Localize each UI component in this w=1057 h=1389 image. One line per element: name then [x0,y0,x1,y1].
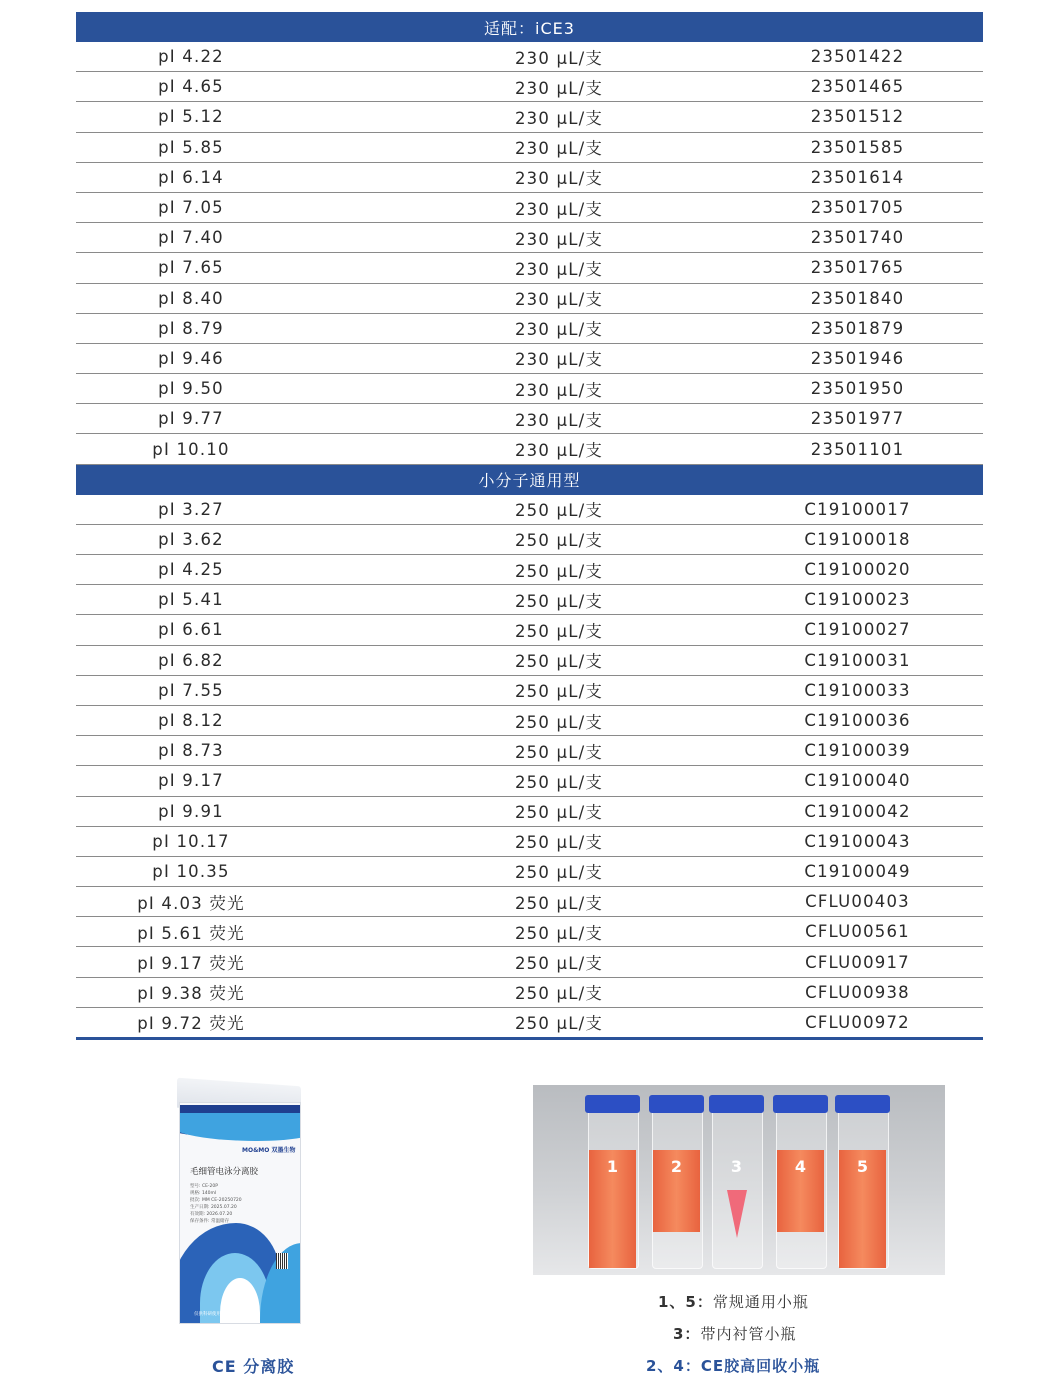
caption-text: CE胶高回收小瓶 [700,1357,821,1375]
table-row [76,676,983,706]
table-end-rule [76,1037,983,1040]
box-footer: 仅供科研使用 [194,1312,221,1317]
pi-value-cell: pI 10.35 [152,861,230,881]
vial-cap [585,1095,640,1113]
volume-cell: 230 μL/支 [514,78,604,98]
vial-cap [835,1095,890,1113]
catalog-number-cell: C19100043 [804,831,911,851]
table-row [76,314,983,344]
table-row [76,434,983,464]
catalog-number-cell: 23501740 [810,228,905,248]
catalog-number-cell: C19100031 [804,650,911,670]
catalog-number-cell: 23501950 [810,379,905,399]
product-table [76,12,983,1040]
volume-cell: 250 μL/支 [514,833,604,853]
catalog-number-cell: 23501977 [810,409,905,429]
table-row [76,253,983,283]
pi-value-cell: pI 6.82 [158,650,224,670]
table-row [76,102,983,132]
volume-cell: 250 μL/支 [514,652,604,672]
catalog-number-cell: C19100036 [804,711,911,731]
catalog-number-cell: C19100033 [804,680,911,700]
pi-value-cell: pI 9.17 荧光 [137,954,245,974]
pi-value-cell: pI 10.17 [152,831,230,851]
catalog-number-cell: C19100023 [804,590,911,610]
catalog-number-cell: C19100020 [804,560,911,580]
volume-cell: 230 μL/支 [514,320,604,340]
volume-cell: 250 μL/支 [514,1014,604,1034]
pi-value-cell: pI 5.12 [158,107,224,127]
catalog-number-cell: 23501614 [810,167,905,187]
vial-cap [709,1095,764,1113]
table-row [76,646,983,676]
catalog-number-cell: 23501585 [810,137,905,157]
volume-cell: 230 μL/支 [514,380,604,400]
pi-value-cell: pI 9.38 荧光 [137,984,245,1004]
vial-number: 2 [670,1157,683,1176]
volume-cell: 250 μL/支 [514,863,604,883]
volume-cell: 230 μL/支 [514,350,604,370]
volume-cell: 230 μL/支 [514,229,604,249]
table-row [76,344,983,374]
pi-value-cell: pI 3.62 [158,529,224,549]
catalog-number-cell: 23501879 [810,318,905,338]
catalog-number-cell: 23501512 [810,107,905,127]
box-line: 型号: CE-20P [190,1184,218,1189]
volume-cell: 230 μL/支 [514,169,604,189]
table-row [76,585,983,615]
vial-caption-2 [673,1323,796,1344]
qr-code-icon [276,1253,288,1269]
pi-value-cell: pI 8.79 [158,318,224,338]
pi-value-cell: pI 9.91 [158,801,224,821]
catalog-number-cell: CFLU00403 [805,892,910,912]
volume-cell: 250 μL/支 [514,531,604,551]
box-line: 有效期: 2026.07.20 [190,1212,233,1217]
catalog-number-cell: 23501422 [810,47,905,67]
box-logo: MO&MO 双墨生物 [242,1147,296,1154]
pi-value-cell: pI 3.27 [158,499,224,519]
table-row [76,163,983,193]
vial-glass [712,1109,763,1269]
pi-value-cell: pI 9.17 [158,771,224,791]
box-line: 规格: 140ml [190,1191,217,1196]
table-row [76,404,983,434]
table-row [76,887,983,917]
pi-value-cell: pI 5.85 [158,137,224,157]
catalog-number-cell: C19100039 [804,741,911,761]
pi-value-cell: pI 9.50 [158,379,224,399]
pi-value-cell: pI 4.25 [158,560,224,580]
table-row [76,42,983,72]
caption-key: 3： [673,1325,701,1343]
pi-value-cell: pI 5.61 荧光 [137,923,245,943]
catalog-number-cell: 23501101 [810,439,905,459]
volume-cell: 230 μL/支 [514,410,604,430]
table-row [76,947,983,977]
table-row [76,797,983,827]
volume-cell: 250 μL/支 [514,591,604,611]
volume-cell: 250 μL/支 [514,561,604,581]
table-row [76,978,983,1008]
pi-value-cell: pI 4.65 [158,77,224,97]
section-header: 适配：iCE3 [76,12,983,42]
volume-cell: 250 μL/支 [514,621,604,641]
table-row [76,193,983,223]
catalog-number-cell: C19100049 [804,861,911,881]
box-line: 批次: MM CE-20250720 [190,1198,242,1203]
catalog-number-cell: C19100042 [804,801,911,821]
pi-value-cell: pI 9.46 [158,348,224,368]
catalog-number-cell: C19100018 [804,529,911,549]
box-face [179,1102,301,1324]
caption-key: 1、5： [658,1293,713,1311]
pi-value-cell: pI 4.03 荧光 [137,893,245,913]
volume-cell: 250 μL/支 [514,772,604,792]
pi-value-cell: pI 6.14 [158,167,224,187]
pi-value-cell: pI 9.77 [158,409,224,429]
catalog-number-cell: 23501840 [810,288,905,308]
catalog-number-cell: 23501465 [810,77,905,97]
table-row [76,827,983,857]
table-row [76,1008,983,1037]
volume-cell: 230 μL/支 [514,199,604,219]
vial-cap [649,1095,704,1113]
pi-value-cell: pI 9.72 荧光 [137,1014,245,1034]
pi-value-cell: pI 7.05 [158,198,224,218]
vial-4 [773,1095,828,1270]
volume-cell: 250 μL/支 [514,984,604,1004]
volume-cell: 250 μL/支 [514,742,604,762]
volume-cell: 230 μL/支 [514,259,604,279]
table-row [76,766,983,796]
pi-value-cell: pI 6.61 [158,620,224,640]
box-line: 生产日期: 2025.07.20 [190,1205,237,1210]
pi-value-cell: pI 10.10 [152,439,230,459]
vial-number: 1 [606,1157,619,1176]
volume-cell: 230 μL/支 [514,48,604,68]
product-box-image [175,1082,305,1322]
vial-number: 4 [794,1157,807,1176]
catalog-number-cell: CFLU00917 [805,952,910,972]
table-row [76,706,983,736]
vial-number: 3 [730,1157,743,1176]
volume-cell: 230 μL/支 [514,441,604,461]
table-row [76,615,983,645]
volume-cell: 230 μL/支 [514,139,604,159]
vials-photo [533,1085,945,1275]
table-row [76,857,983,887]
table-row [76,133,983,163]
catalog-number-cell: C19100017 [804,499,911,519]
vial-cap [773,1095,828,1113]
volume-cell: 250 μL/支 [514,893,604,913]
vial-5 [835,1095,890,1270]
catalog-number-cell: 23501946 [810,348,905,368]
vial-caption-1 [658,1291,809,1312]
catalog-number-cell: CFLU00561 [805,922,910,942]
catalog-number-cell: 23501705 [810,198,905,218]
pi-value-cell: pI 7.40 [158,228,224,248]
vial-liner-liquid [727,1190,747,1238]
pi-value-cell: pI 8.12 [158,711,224,731]
vial-3 [709,1095,764,1270]
pi-value-cell: pI 8.40 [158,288,224,308]
catalog-number-cell: C19100040 [804,771,911,791]
table-row [76,495,983,525]
table-row [76,917,983,947]
pi-value-cell: pI 5.41 [158,590,224,610]
volume-cell: 230 μL/支 [514,108,604,128]
catalog-number-cell: 23501765 [810,258,905,278]
pi-value-cell: pI 7.55 [158,680,224,700]
table-row [76,736,983,766]
vial-2 [649,1095,704,1270]
pi-value-cell: pI 7.65 [158,258,224,278]
catalog-number-cell: CFLU00938 [805,982,910,1002]
table-row [76,525,983,555]
caption-text: 常规通用小瓶 [712,1293,809,1311]
table-row [76,284,983,314]
table-row [76,72,983,102]
volume-cell: 250 μL/支 [514,682,604,702]
pi-value-cell: pI 8.73 [158,741,224,761]
catalog-number-cell: CFLU00972 [805,1012,910,1032]
pi-value-cell: pI 4.22 [158,47,224,67]
volume-cell: 250 μL/支 [514,923,604,943]
vial-number: 5 [856,1157,869,1176]
box-line: 保存条件: 常温储存 [190,1219,229,1224]
table-row [76,223,983,253]
volume-cell: 230 μL/支 [514,290,604,310]
caption-text: 带内衬管小瓶 [700,1325,797,1343]
volume-cell: 250 μL/支 [514,954,604,974]
vial-caption-3 [646,1355,820,1376]
catalog-number-cell: C19100027 [804,620,911,640]
box-title: 毛细管电泳分离胶 [190,1167,259,1177]
volume-cell: 250 μL/支 [514,712,604,732]
table-row [76,374,983,404]
section-header: 小分子通用型 [76,465,983,495]
table-row [76,555,983,585]
volume-cell: 250 μL/支 [514,501,604,521]
vial-1 [585,1095,640,1270]
volume-cell: 250 μL/支 [514,803,604,823]
caption-key: 2、4： [646,1357,701,1375]
box-caption: CE 分离胶 [212,1357,295,1376]
